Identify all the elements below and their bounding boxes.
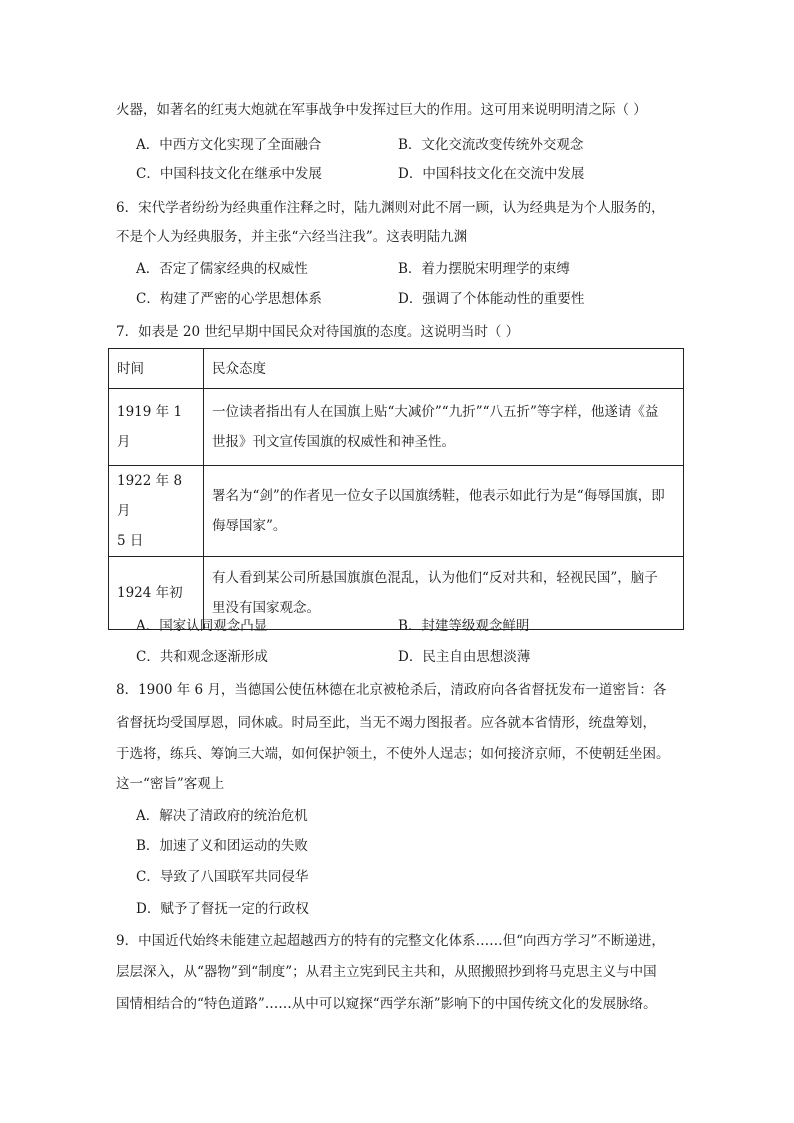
q8-option-a: A．解决了清政府的统治危机 — [136, 808, 308, 824]
q8-stem-line-1: 8．1900 年 6 月，当德国公使伍林德在北京被枪杀后，清政府向各省督抚发布一道密旨：各 — [116, 682, 667, 698]
q7-option-b: B．封建等级观念鲜明 — [398, 618, 530, 634]
q6-stem-line-1: 6．宋代学者纷纷为经典重作注释之时，陆九渊则对此不屑一顾，认为经典是为个人服务的， — [116, 200, 665, 216]
q5-option-a: A．中西方文化实现了全面融合 — [136, 137, 322, 153]
table-header-attitude: 民众态度 — [204, 349, 684, 389]
q5-option-c: C．中国科技文化在继承中发展 — [136, 166, 322, 182]
q6-option-c: C．构建了严密的心学思想体系 — [136, 291, 322, 307]
q9-stem-line-3: 国情相结合的“特色道路”……从中可以窥探“西学东渐”影响下的中国传统文化的发展脉络。 — [116, 996, 657, 1012]
q7-option-d: D．民主自由思想淡薄 — [398, 649, 531, 665]
q8-option-c: C．导致了八国联军共同侵华 — [136, 869, 309, 885]
table-cell-time: 1924 年初 — [109, 557, 204, 630]
table-row — [109, 466, 684, 557]
q6-stem-line-2: 不是个人为经典服务，并主张“六经当注我”。这表明陆九渊 — [116, 229, 468, 245]
q5-stem-line: 火器，如著名的红夷大炮就在军事战争中发挥过巨大的作用。这可用来说明明清之际（ ） — [116, 102, 647, 118]
q7-option-c: C．共和观念逐渐形成 — [136, 649, 268, 665]
table-cell-attitude: 有人看到某公司所悬国旗旗色混乱，认为他们“反对共和，轻视民国”，脑子 里没有国家观念。 — [204, 557, 684, 630]
q8-stem-line-3: 于选将，练兵、筹饷三大端，如何保护领土，不使外人逞志；如何接济京师，不使朝廷坐困。 — [116, 746, 670, 762]
q6-option-b: B．着力摆脱宋明理学的束缚 — [398, 261, 570, 277]
q7-option-a: A．国家认同观念凸显 — [136, 618, 268, 634]
q8-option-d: D．赋予了督抚一定的行政权 — [136, 901, 309, 917]
q8-stem-line-4: 这一“密旨”客观上 — [116, 776, 225, 792]
q6-option-a: A．否定了儒家经典的权威性 — [136, 261, 308, 277]
q8-stem-line-2: 省督抚均受国厚恩，同休戚。时局至此，当无不竭力图报者。应各就本省情形，统盘筹划， — [116, 715, 656, 731]
table-cell-time: 1919 年 1 月 — [109, 389, 204, 466]
table-header-row — [109, 349, 684, 389]
table-row — [109, 389, 684, 466]
q5-option-d: D．中国科技文化在交流中发展 — [398, 166, 585, 182]
table-cell-attitude: 署名为“剑”的作者见一位女子以国旗绣鞋，他表示如此行为是“侮辱国旗，即 侮辱国家”。 — [204, 466, 684, 557]
table-cell-time: 1922 年 8 月 5 日 — [109, 466, 204, 557]
q5-option-b: B．文化交流改变传统外交观念 — [398, 137, 584, 153]
q6-option-d: D．强调了个体能动性的重要性 — [398, 291, 585, 307]
q9-stem-line-1: 9．中国近代始终未能建立起超越西方的特有的完整文化体系……但“向西方学习”不断递进， — [116, 933, 665, 949]
table-cell-attitude: 一位读者指出有人在国旗上贴“大减价”“九折”“八五折”等字样，他遂请《益 世报》刊文宣传国旗的权威性和神圣性。 — [204, 389, 684, 466]
q7-stem: 7．如表是 20 世纪早期中国民众对待国旗的态度。这说明当时（ ） — [116, 324, 520, 340]
q8-option-b: B．加速了义和团运动的失败 — [136, 838, 308, 854]
q7-attitude-table — [108, 348, 684, 630]
q9-stem-line-2: 层层深入，从“器物”到“制度”；从君主立宪到民主共和，从照搬照抄到将马克思主义与中国 — [116, 964, 657, 980]
table-header-time: 时间 — [109, 349, 204, 389]
